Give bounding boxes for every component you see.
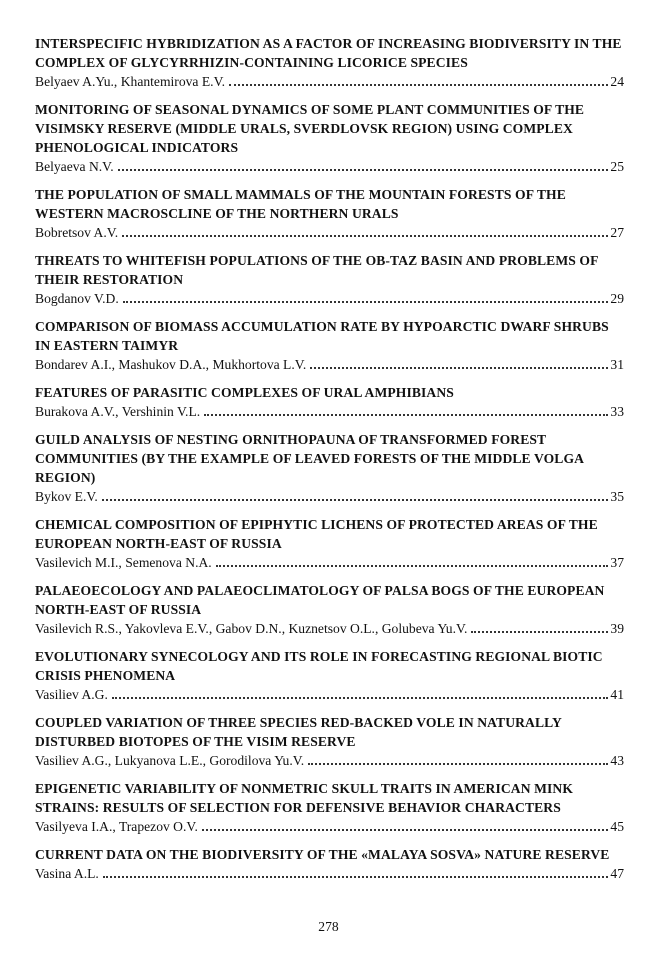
toc-entry-authors: Vasilyeva I.A., Trapezov O.V. <box>35 819 198 834</box>
toc-entry-page-number: 41 <box>610 687 624 702</box>
toc-entry-page-number: 43 <box>610 753 624 768</box>
toc-entry-page-number: 45 <box>610 819 624 834</box>
dot-leader <box>103 876 609 878</box>
toc-entry-authors: Bogdanov V.D. <box>35 291 119 306</box>
toc-entry-authors: Vasina A.L. <box>35 866 99 881</box>
toc-entry-page-number: 27 <box>610 225 624 240</box>
toc-entry-page-number: 37 <box>610 555 624 570</box>
toc-entry-authors: Vasilevich R.S., Yakovleva E.V., Gabov D.N., Kuznetsov O.L., Golubeva Yu.V. <box>35 621 468 636</box>
toc-entry-authors-line <box>35 553 624 572</box>
toc-entry <box>35 845 624 883</box>
dot-leader <box>471 631 608 633</box>
toc-entry <box>35 317 624 374</box>
toc-entry-title: COMPARISON OF BIOMASS ACCUMULATION RATE BY HYPOARCTIC DWARF SHRUBS IN EASTERN TAIMYR <box>35 319 609 353</box>
toc-entry-title: THREATS TO WHITEFISH POPULATIONS OF THE OB-TAZ BASIN AND PROBLEMS OF THEIR RESTORATION <box>35 253 598 287</box>
toc-entry-title: PALAEOECOLOGY AND PALAEOCLIMATOLOGY OF PALSA BOGS OF THE EUROPEAN NORTH-EAST OF RUSSIA <box>35 583 605 617</box>
dot-leader <box>102 499 609 501</box>
toc-entry-authors-line <box>35 619 624 638</box>
toc-entry-authors-line <box>35 223 624 242</box>
toc-entry-authors: Belyaeva N.V. <box>35 159 114 174</box>
toc-entry-title: MONITORING OF SEASONAL DYNAMICS OF SOME PLANT COMMUNITIES OF THE VISIMSKY RESERVE (MIDDLE URALS, SVERDLOVSK REGION) USING COMPLEX PHENOLOGICAL INDICATORS <box>35 102 585 155</box>
toc-entry-authors-line <box>35 487 624 506</box>
toc-entry-title: COUPLED VARIATION OF THREE SPECIES RED-BACKED VOLE IN NATURALLY DISTURBED BIOTOPES OF THE VISIM RESERVE <box>35 715 562 749</box>
dot-leader <box>229 84 608 86</box>
toc-entry-authors: Vasiliev A.G., Lukyanova L.E., Gorodilova Yu.V. <box>35 753 305 768</box>
toc-entry <box>35 515 624 572</box>
toc-entry-page-number: 24 <box>610 74 624 89</box>
toc-entry <box>35 185 624 242</box>
toc-entry-title: THE POPULATION OF SMALL MAMMALS OF THE MOUNTAIN FORESTS OF THE WESTERN MACROSCLINE OF THE NORTHERN URALS <box>35 187 566 221</box>
toc-entry-authors: Vasiliev A.G. <box>35 687 108 702</box>
toc-entry-page-number: 35 <box>610 489 624 504</box>
toc-entry-page-number: 29 <box>610 291 624 306</box>
toc-entry-authors: Bondarev A.I., Mashukov D.A., Mukhortova L.V. <box>35 357 307 372</box>
toc-entry-title: CURRENT DATA ON THE BIODIVERSITY OF THE «MALAYA SOSVA» NATURE RESERVE <box>35 847 610 862</box>
toc-entry-authors-line <box>35 157 624 176</box>
toc-entry-authors: Bykov E.V. <box>35 489 98 504</box>
toc-entry-title: EPIGENETIC VARIABILITY OF NONMETRIC SKULL TRAITS IN AMERICAN MINK STRAINS: RESULTS OF SELECTION FOR DEFENSIVE BEHAVIOR CHARACTERS <box>35 781 574 815</box>
toc-entry-authors-line <box>35 289 624 308</box>
page-footer <box>0 919 657 935</box>
toc-entry-title: EVOLUTIONARY SYNECOLOGY AND ITS ROLE IN FORECASTING REGIONAL BIOTIC CRISIS PHENOMENA <box>35 649 603 683</box>
toc-entry <box>35 383 624 421</box>
dot-leader <box>202 829 609 831</box>
footer-page-number: 278 <box>318 919 339 934</box>
toc-entry-title: CHEMICAL COMPOSITION OF EPIPHYTIC LICHENS OF PROTECTED AREAS OF THE EUROPEAN NORTH-EAST OF RUSSIA <box>35 517 598 551</box>
toc-entry <box>35 100 624 176</box>
toc-entry-title: GUILD ANALYSIS OF NESTING ORNITHOPAUNA OF TRANSFORMED FOREST COMMUNITIES (BY THE EXAMPLE OF LEAVED FORESTS OF THE MIDDLE VOLGA REGION) <box>35 432 584 485</box>
toc-entry-page-number: 47 <box>610 866 624 881</box>
toc-entry-authors: Burakova A.V., Vershinin V.L. <box>35 404 201 419</box>
dot-leader <box>118 169 609 171</box>
toc-entry <box>35 34 624 91</box>
dot-leader <box>310 367 608 369</box>
toc-entry-title: FEATURES OF PARASITIC COMPLEXES OF URAL AMPHIBIANS <box>35 385 454 400</box>
toc-entry-authors: Bobretsov A.V. <box>35 225 119 240</box>
toc-entry <box>35 779 624 836</box>
toc-entry-authors: Vasilevich M.I., Semenova N.A. <box>35 555 212 570</box>
toc-entry-authors-line <box>35 751 624 770</box>
toc-entry-authors: Belyaev A.Yu., Khantemirova E.V. <box>35 74 226 89</box>
toc-entry <box>35 647 624 704</box>
dot-leader <box>123 301 609 303</box>
toc-entry-page-number: 25 <box>610 159 624 174</box>
toc-entry-authors-line <box>35 817 624 836</box>
toc-entry-title: INTERSPECIFIC HYBRIDIZATION AS A FACTOR OF INCREASING BIODIVERSITY IN THE COMPLEX OF GLYCYRRHIZIN-CONTAINING LICORICE SPECIES <box>35 36 622 70</box>
toc-entry <box>35 430 624 506</box>
toc-entry-page-number: 33 <box>610 404 624 419</box>
toc-entry-authors-line <box>35 72 624 91</box>
dot-leader <box>204 414 608 416</box>
dot-leader <box>112 697 609 699</box>
toc-entry-page-number: 39 <box>610 621 624 636</box>
toc-entry-authors-line <box>35 864 624 883</box>
toc-entry-authors-line <box>35 355 624 374</box>
dot-leader <box>122 235 608 237</box>
toc-entry <box>35 713 624 770</box>
dot-leader <box>216 565 609 567</box>
toc-entry-page-number: 31 <box>610 357 624 372</box>
toc-entry <box>35 251 624 308</box>
toc-entry-authors-line <box>35 685 624 704</box>
dot-leader <box>308 763 608 765</box>
toc-entry-authors-line <box>35 402 624 421</box>
toc-entry <box>35 581 624 638</box>
